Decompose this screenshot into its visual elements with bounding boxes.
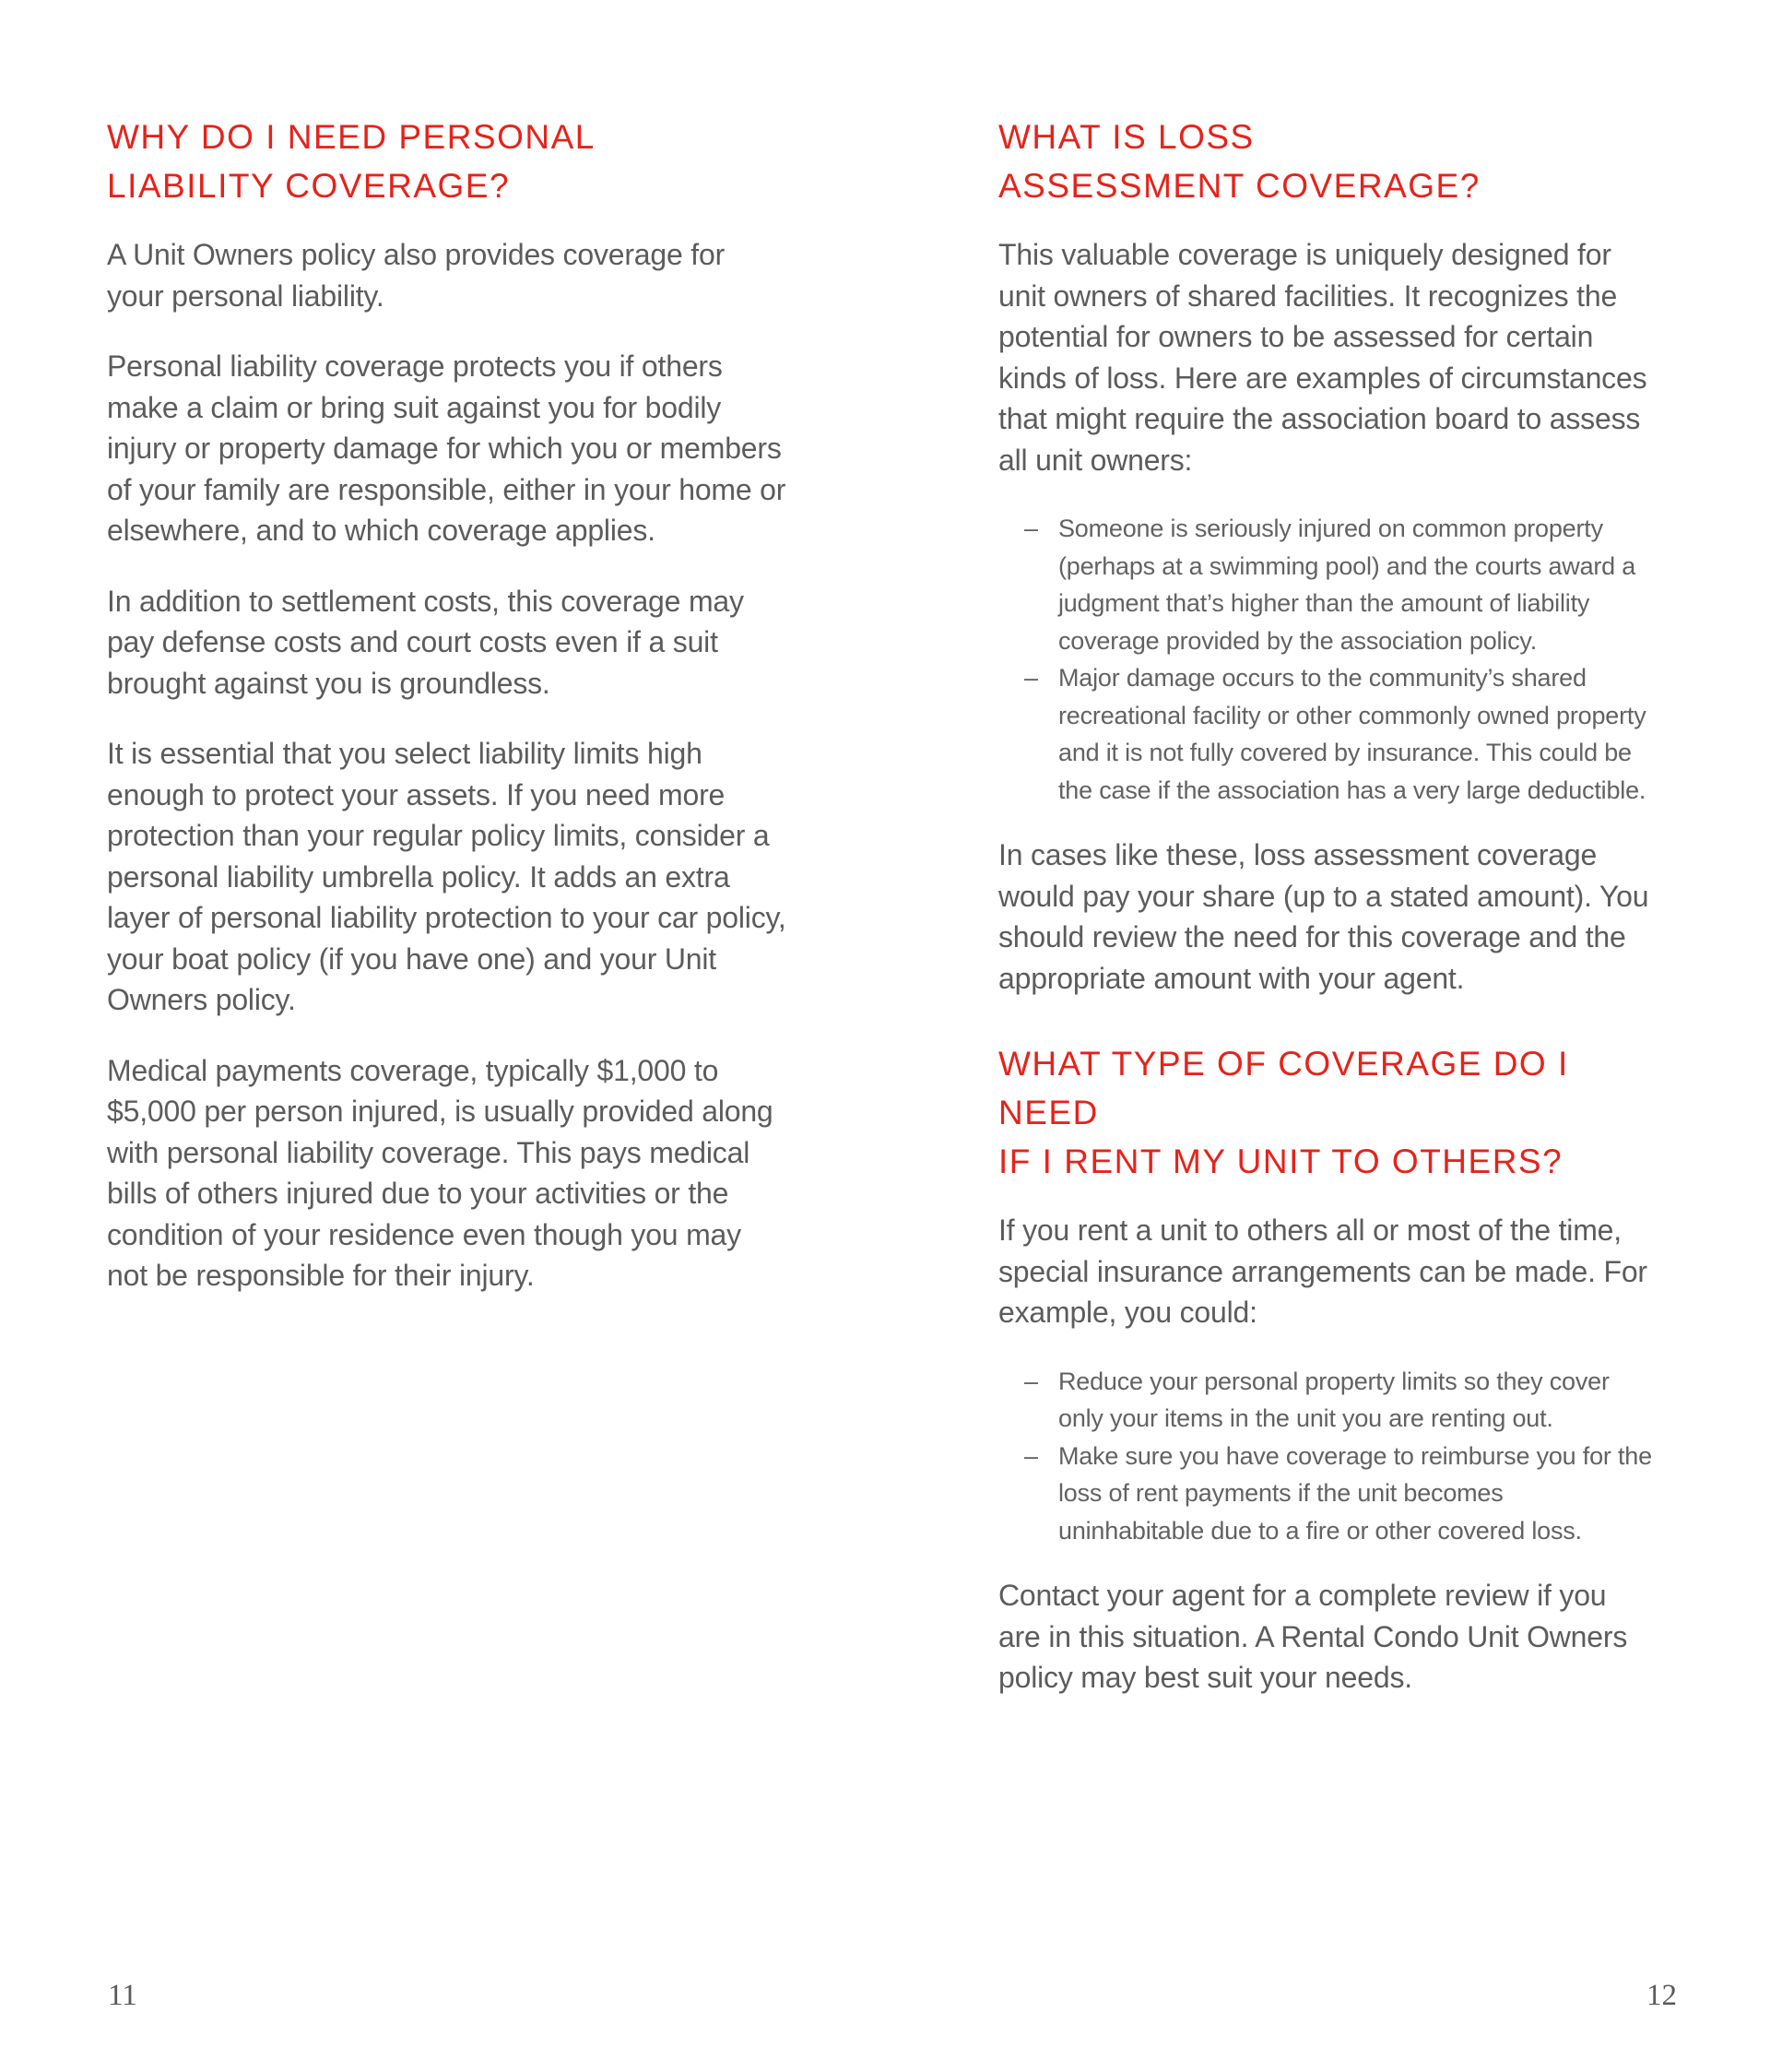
paragraph: If you rent a unit to others all or most of the time, special insurance arrangements can be made. For example, you could: — [998, 1214, 1647, 1329]
list-item — [1024, 510, 1653, 659]
paragraph: A Unit Owners policy also provides coverage for your personal liability. — [107, 238, 726, 313]
bullet-list — [998, 1363, 1653, 1550]
heading-loss-assessment — [998, 112, 1653, 210]
heading-line: IF I RENT MY UNIT TO OTHERS? — [998, 1143, 1564, 1180]
paragraph: This valuable coverage is uniquely designed for unit owners of shared facilities. It recognizes the potential for owners to be assessed for certain kinds of loss. Here are examples of circumstances that might require the association board to assess all unit owners: — [998, 238, 1647, 477]
heading-line: WHAT IS LOSS — [998, 118, 1255, 156]
list-item-text: Reduce your personal property limits so they cover only your items in the unit you are renting out. — [1058, 1367, 1610, 1432]
right-column — [998, 112, 1653, 1728]
bullet-marker: – — [1024, 515, 1038, 542]
section-loss-assessment — [998, 112, 1653, 999]
heading-rental-coverage — [998, 1039, 1653, 1186]
paragraph: Personal liability coverage protects you if others make a claim or bring suit against you for bodily injury or property damage for which you or members of your family are responsible, either in your home or elsewhere, and to which coverage applies. — [107, 349, 786, 547]
list-item-text: Make sure you have coverage to reimburse you for the loss of rent payments if the unit becomes uninhabitable due to a fire or other covered loss. — [1058, 1441, 1652, 1545]
bullet-list — [998, 510, 1653, 809]
list-item — [1024, 1438, 1653, 1550]
paragraph: In addition to settlement costs, this coverage may pay defense costs and court costs even if a suit brought against you is groundless. — [107, 584, 744, 700]
list-item-text: Someone is seriously injured on common property (perhaps at a swimming pool) and the courts award a judgment that’s higher than the amount of liability coverage provided by the association policy. — [1058, 515, 1636, 655]
list-item — [1024, 659, 1653, 809]
right-page — [885, 0, 1770, 2072]
section-rental-coverage — [998, 1039, 1653, 1699]
heading-line: WHAT TYPE OF COVERAGE DO I NEED — [998, 1045, 1569, 1131]
heading-personal-liability — [107, 112, 789, 210]
list-item — [1024, 1363, 1653, 1438]
list-item-text: Major damage occurs to the community’s shared recreational facility or other commonly owned property and it is not fully covered by insurance. This could be the case if the association has a very large deductible. — [1058, 664, 1646, 804]
paragraph: It is essential that you select liability limits high enough to protect your assets. If you need more protection than your regular policy limits, consider a personal liability umbrella policy. It adds an extra layer of personal liability protection to your car policy, your boat policy (if you have one) and your Unit Owners policy. — [107, 737, 786, 1016]
bullet-marker: – — [1024, 1441, 1038, 1470]
bullet-marker: – — [1024, 1367, 1038, 1395]
paragraph: In cases like these, loss assessment coverage would pay your share (up to a stated amount). You should review the need for this coverage and the appropriate amount with your agent. — [998, 838, 1649, 995]
heading-line: WHY DO I NEED PERSONAL — [107, 118, 596, 156]
paragraph: Contact your agent for a complete review if you are in this situation. A Rental Condo Unit Owners policy may best suit your needs. — [998, 1579, 1628, 1694]
heading-line: LIABILITY COVERAGE? — [107, 167, 511, 205]
page-number: 11 — [108, 1979, 137, 2012]
paragraph: Medical payments coverage, typically $1,000 to $5,000 per person injured, is usually provided along with personal liability coverage. This pays medical bills of others injured due to your activities or the condition of your residence even though you may not be responsible for their injury. — [107, 1053, 773, 1292]
page-number: 12 — [1646, 1979, 1677, 2012]
left-column — [107, 112, 789, 1326]
heading-line: ASSESSMENT COVERAGE? — [998, 167, 1481, 205]
bullet-marker: – — [1024, 664, 1038, 692]
